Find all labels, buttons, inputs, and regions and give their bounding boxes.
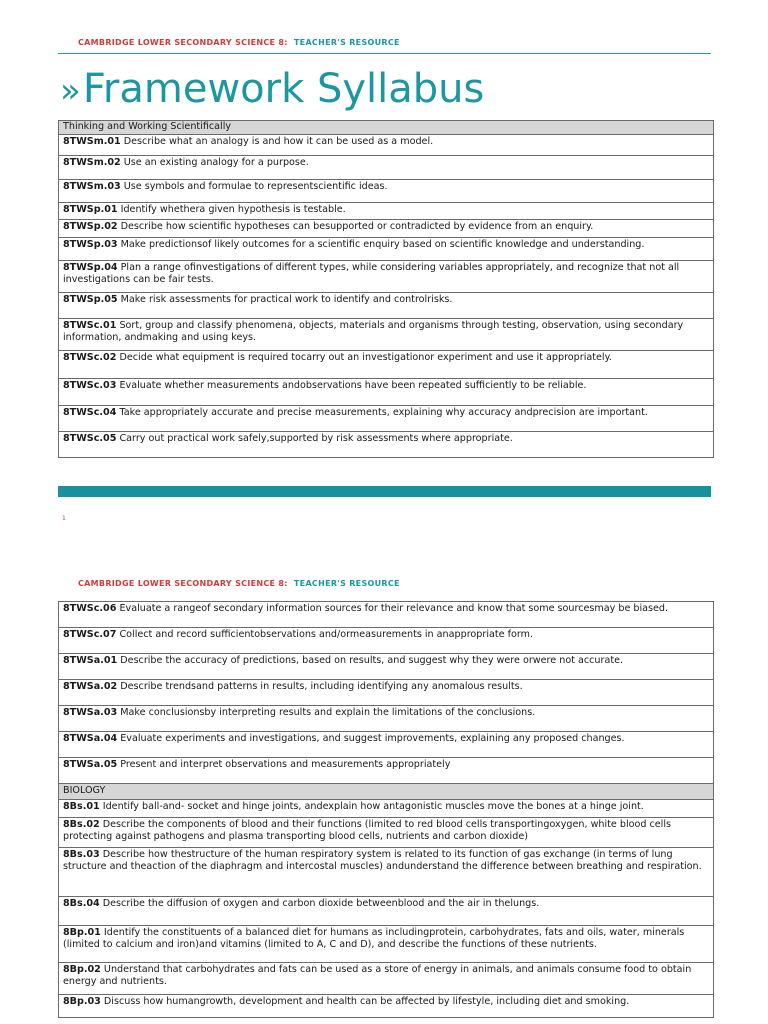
page-number: 1 xyxy=(62,515,66,522)
objective-code: 8TWSc.02 xyxy=(63,351,117,363)
section-heading: Thinking and Working Scientifically xyxy=(59,121,714,135)
objective-text: Plan a range ofinvestigations of different types, while considering variables appropriately, and recognize that not all investigations can be fair tests. xyxy=(63,261,680,285)
objective-text: Evaluate whether measurements andobservations have been repeated sufficiently to be reliable. xyxy=(119,379,587,391)
objective-text: Describe the diffusion of oxygen and carbon dioxide betweenblood and the air in thelungs. xyxy=(102,897,540,909)
table-cell xyxy=(59,318,714,350)
objective-code: 8Bs.02 xyxy=(63,818,100,830)
header-resource: TEACHER'S RESOURCE xyxy=(293,579,400,588)
objective-text: Collect and record sufficientobservations and/ormeasurements in anappropriate form. xyxy=(119,629,534,640)
table-row xyxy=(59,994,714,1017)
table-row xyxy=(59,292,714,318)
table-cell xyxy=(59,628,714,654)
table-row xyxy=(59,847,714,896)
objective-text: Describe the components of blood and their functions (limited to red blood cells transportingoxygen, white blood cells protecting against pathogens and plasma transporting blood cells, nutrients and carbon dioxide) xyxy=(63,818,672,842)
table-row xyxy=(59,260,714,292)
table-row xyxy=(59,318,714,350)
page-title-text: Framework Syllabus xyxy=(82,66,485,112)
table-cell xyxy=(59,220,714,238)
objective-code: 8TWSc.07 xyxy=(63,629,117,640)
header-rule xyxy=(58,53,711,54)
objective-code: 8TWSa.01 xyxy=(63,655,118,666)
objective-code: 8TWSc.04 xyxy=(63,406,117,418)
objective-text: Take appropriately accurate and precise measurements, explaining why accuracy andprecision are important. xyxy=(119,406,648,418)
objective-code: 8TWSp.01 xyxy=(63,203,118,215)
table-row xyxy=(59,179,714,202)
table-row xyxy=(59,799,714,817)
objective-code: 8TWSa.03 xyxy=(63,707,118,718)
table-row xyxy=(59,220,714,238)
objective-code: 8TWSa.04 xyxy=(63,733,118,744)
objective-code: 8Bp.02 xyxy=(63,963,101,975)
objective-text: Describe trendsand patterns in results, including identifying any anomalous results. xyxy=(120,681,523,692)
syllabus-table-2 xyxy=(58,601,714,1018)
objective-text: Describe the accuracy of predictions, based on results, and suggest why they were orwere not accurate. xyxy=(120,655,624,666)
table-cell xyxy=(59,292,714,318)
page-title xyxy=(60,64,484,116)
objective-code: 8Bs.04 xyxy=(63,897,100,909)
objective-code: 8TWSp.05 xyxy=(63,293,118,305)
table-cell xyxy=(59,817,714,847)
objective-code: 8TWSp.04 xyxy=(63,261,118,273)
objective-text: Identify the constituents of a balanced diet for humans as includingprotein, carbohydrates, fats and oils, water, minerals (limited to calcium and iron)and vitamins (limited to A, C and D), and describe the functions of these nutrients. xyxy=(63,926,685,950)
objective-text: Sort, group and classify phenomena, objects, materials and organisms through testing, observation, using secondary information, andmaking and using keys. xyxy=(63,319,684,343)
table-cell xyxy=(59,134,714,155)
objective-code: 8TWSm.03 xyxy=(63,180,121,192)
objective-text: Identify whethera given hypothesis is testable. xyxy=(120,203,346,215)
table-row xyxy=(59,817,714,847)
table-row xyxy=(59,680,714,706)
objective-code: 8TWSa.05 xyxy=(63,759,118,770)
table-row xyxy=(59,628,714,654)
table-row xyxy=(59,405,714,431)
objective-text: Discuss how humangrowth, development and health can be affected by lifestyle, including diet and smoking. xyxy=(103,995,630,1007)
objective-code: 8Bp.01 xyxy=(63,926,101,938)
table-row xyxy=(59,237,714,260)
table-cell xyxy=(59,155,714,179)
table-cell xyxy=(59,654,714,680)
table-heading-row xyxy=(59,784,714,800)
table-row xyxy=(59,758,714,784)
objective-text: Use symbols and formulae to representscientific ideas. xyxy=(123,180,388,192)
objective-text: Make predictionsof likely outcomes for a scientific enquiry based on scientific knowledge and understanding. xyxy=(120,238,645,250)
teal-band xyxy=(58,486,711,497)
table-cell xyxy=(59,706,714,732)
objective-code: 8TWSp.03 xyxy=(63,238,118,250)
running-header xyxy=(78,38,400,47)
table-row xyxy=(59,925,714,962)
table-cell xyxy=(59,350,714,378)
table-cell xyxy=(59,994,714,1017)
table-cell xyxy=(59,260,714,292)
header-series: CAMBRIDGE LOWER SECONDARY SCIENCE 8: xyxy=(78,38,288,47)
table-body xyxy=(59,134,714,457)
table-cell xyxy=(59,179,714,202)
table-row xyxy=(59,896,714,925)
table-row xyxy=(59,654,714,680)
objective-code: 8TWSc.06 xyxy=(63,603,117,614)
table-cell xyxy=(59,732,714,758)
table-row xyxy=(59,602,714,628)
objective-code: 8TWSa.02 xyxy=(63,681,118,692)
objective-text: Use an existing analogy for a purpose. xyxy=(123,156,309,168)
objective-code: 8Bs.03 xyxy=(63,848,100,860)
objective-text: Understand that carbohydrates and fats can be used as a store of energy in animals, and animals consume food to obtain energy and nutrients. xyxy=(63,963,692,987)
table-row xyxy=(59,134,714,155)
running-header-2 xyxy=(78,579,400,588)
objective-code: 8TWSm.02 xyxy=(63,156,121,168)
table-cell xyxy=(59,847,714,896)
objective-code: 8TWSc.03 xyxy=(63,379,117,391)
table-row xyxy=(59,202,714,220)
objective-text: Make risk assessments for practical work to identify and controlrisks. xyxy=(120,293,453,305)
objective-text: Identify ball-and- socket and hinge joints, andexplain how antagonistic muscles move the bones at a hinge joint. xyxy=(102,800,644,812)
table-row xyxy=(59,962,714,994)
table-cell xyxy=(59,799,714,817)
objective-text: Describe what an analogy is and how it can be used as a model. xyxy=(123,135,434,147)
header-series: CAMBRIDGE LOWER SECONDARY SCIENCE 8: xyxy=(78,579,288,588)
objective-code: 8Bp.03 xyxy=(63,995,101,1007)
table-cell xyxy=(59,431,714,457)
objective-code: 8TWSc.05 xyxy=(63,432,117,444)
objective-code: 8TWSc.01 xyxy=(63,319,117,331)
table-cell xyxy=(59,202,714,220)
table-body xyxy=(59,602,714,784)
objective-code: 8TWSm.01 xyxy=(63,135,121,147)
table-cell xyxy=(59,896,714,925)
table-cell xyxy=(59,925,714,962)
table-row xyxy=(59,378,714,405)
table-row xyxy=(59,350,714,378)
objective-code: 8TWSp.02 xyxy=(63,221,118,232)
table-cell xyxy=(59,378,714,405)
objective-text: Carry out practical work safely,supported by risk assessments where appropriate. xyxy=(119,432,513,444)
table-row xyxy=(59,732,714,758)
table-cell xyxy=(59,758,714,784)
table-heading-row xyxy=(59,121,714,135)
table-row xyxy=(59,431,714,457)
objective-text: Present and interpret observations and measurements appropriately xyxy=(120,759,451,770)
section-heading-biology: BIOLOGY xyxy=(59,784,714,800)
table-body xyxy=(59,799,714,1017)
objective-text: Decide what equipment is required tocarry out an investigationor experiment and use it appropriately. xyxy=(119,351,612,363)
objective-code: 8Bs.01 xyxy=(63,800,100,812)
objective-text: Describe how thestructure of the human respiratory system is related to its function of gas exchange (in terms of lung structure and theaction of the diaphragm and intercostal muscles) andunderstand the difference between breathing and respiration. xyxy=(63,848,702,872)
table-cell xyxy=(59,962,714,994)
syllabus-table-1 xyxy=(58,120,714,458)
table-cell xyxy=(59,602,714,628)
table-row xyxy=(59,155,714,179)
objective-text: Make conclusionsby interpreting results and explain the limitations of the conclusions. xyxy=(120,707,536,718)
header-resource: TEACHER'S RESOURCE xyxy=(293,38,400,47)
table-row xyxy=(59,706,714,732)
objective-text: Describe how scientific hypotheses can besupported or contradicted by evidence from an enquiry. xyxy=(120,221,594,232)
table-cell xyxy=(59,405,714,431)
objective-text: Evaluate a rangeof secondary information sources for their relevance and know that some sourcesmay be biased. xyxy=(119,603,669,614)
table-cell xyxy=(59,237,714,260)
table-cell xyxy=(59,680,714,706)
chevron-icon: » xyxy=(60,71,75,111)
objective-text: Evaluate experiments and investigations, and suggest improvements, explaining any proposed changes. xyxy=(120,733,625,744)
